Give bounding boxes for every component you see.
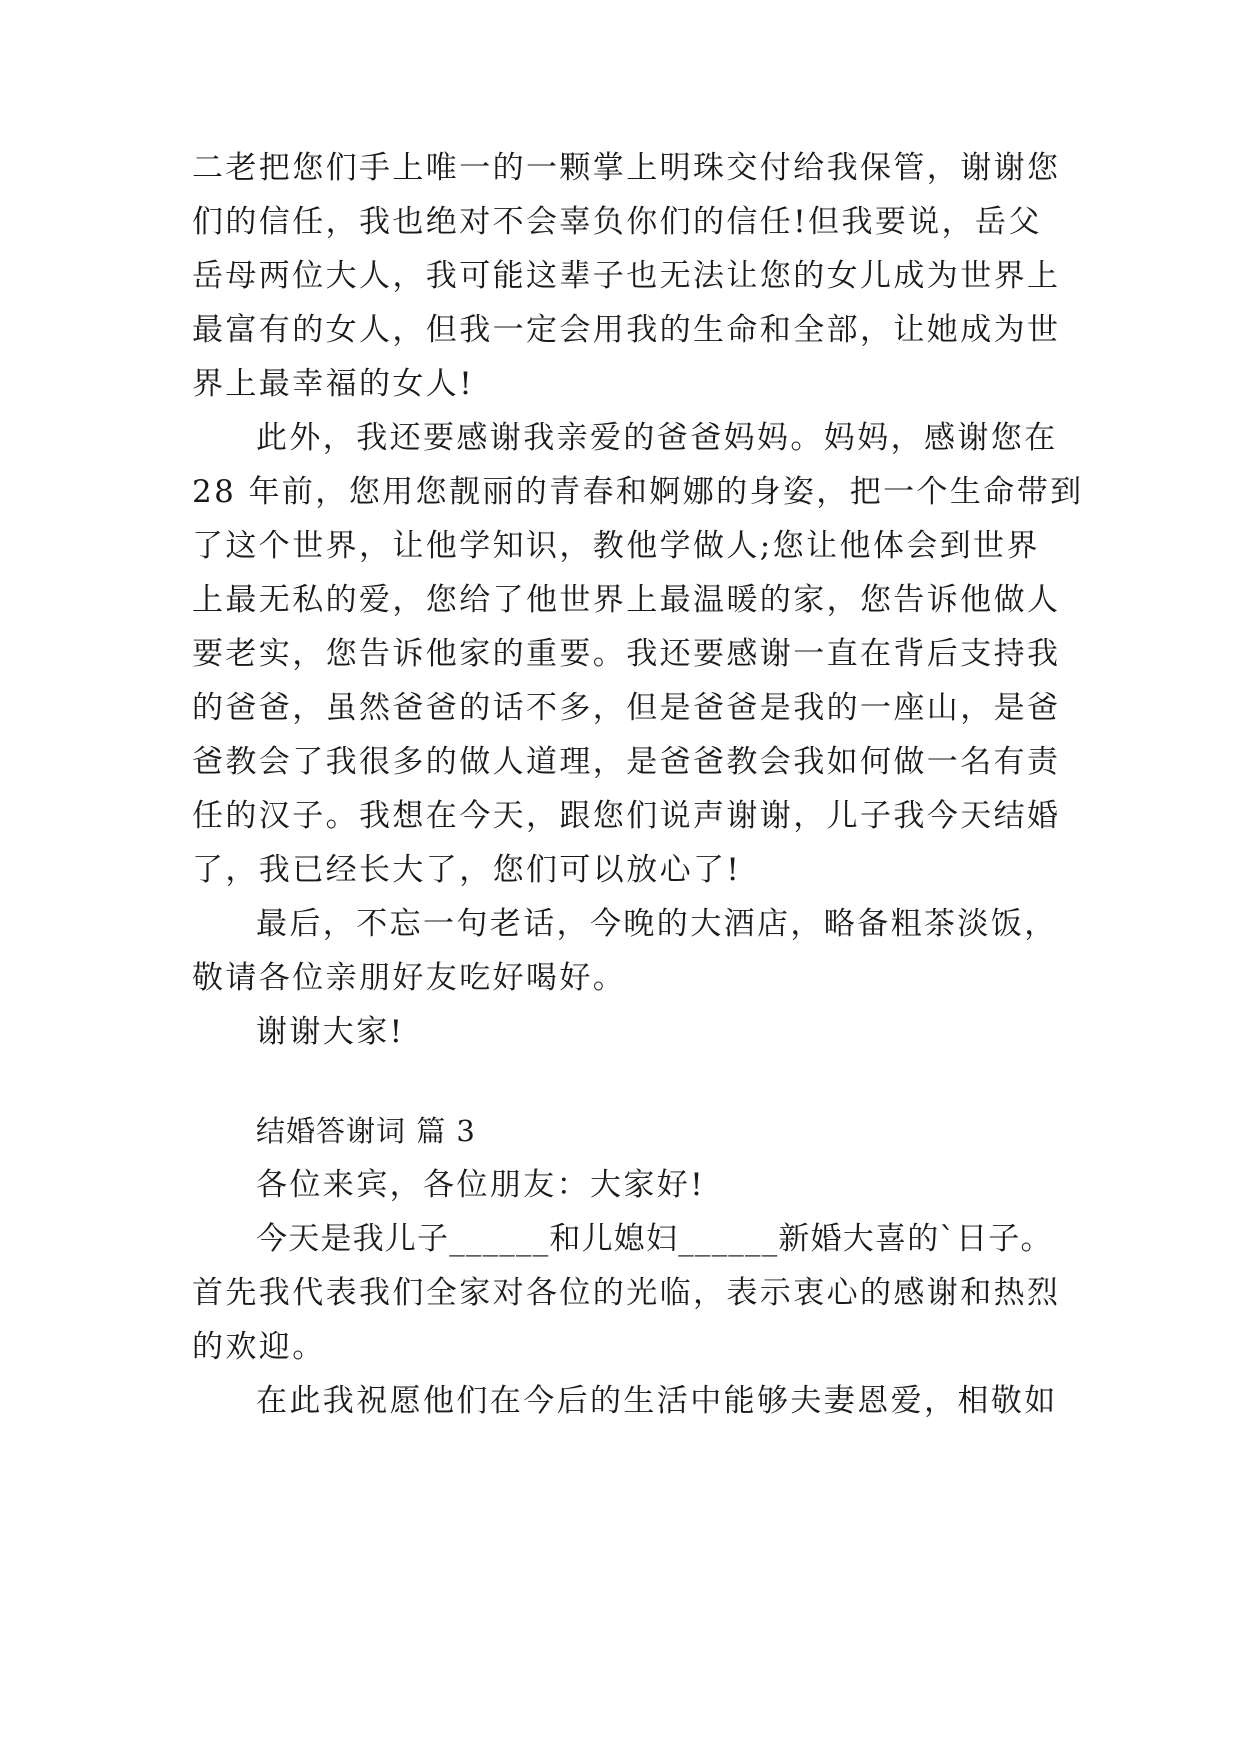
paragraph-line: 要老实，您告诉他家的重要。我还要感谢一直在背后支持我 xyxy=(192,636,1061,672)
paragraph-line: 最后，不忘一句老话，今晚的大酒店，略备粗茶淡饭， xyxy=(256,906,1058,942)
paragraph-line: 的爸爸，虽然爸爸的话不多，但是爸爸是我的一座山，是爸 xyxy=(192,690,1061,726)
paragraph-line: 了这个世界，让他学知识，教他学做人;您让他体会到世界 xyxy=(192,528,1040,564)
paragraph-line: 们的信任，我也绝对不会辜负你们的信任!但我要说，岳父 xyxy=(192,204,1042,240)
section-title: 结婚答谢词 篇 3 xyxy=(256,1114,476,1148)
paragraph-line: 的欢迎。 xyxy=(192,1329,326,1365)
paragraph-line: 最富有的女人，但我一定会用我的生命和全部，让她成为世 xyxy=(192,312,1061,348)
paragraph-line: 界上最幸福的女人! xyxy=(192,366,475,402)
paragraph-line: 首先我代表我们全家对各位的光临，表示衷心的感谢和热烈 xyxy=(192,1275,1061,1311)
paragraph-line: 各位来宾，各位朋友：大家好! xyxy=(256,1167,706,1203)
paragraph-line: 岳母两位大人，我可能这辈子也无法让您的女儿成为世界上 xyxy=(192,258,1061,294)
paragraph-line: 谢谢大家! xyxy=(256,1014,405,1050)
paragraph-line: 任的汉子。我想在今天，跟您们说声谢谢，儿子我今天结婚 xyxy=(192,798,1061,834)
paragraph-line: 今天是我儿子______和儿媳妇______新婚大喜的`日子。 xyxy=(256,1221,1053,1257)
paragraph-line: 敬请各位亲朋好友吃好喝好。 xyxy=(192,960,627,996)
paragraph-line: 此外，我还要感谢我亲爱的爸爸妈妈。妈妈，感谢您在 xyxy=(256,420,1058,456)
paragraph-line: 在此我祝愿他们在今后的生活中能够夫妻恩爱，相敬如 xyxy=(256,1383,1058,1419)
paragraph-line: 爸教会了我很多的做人道理，是爸爸教会我如何做一名有责 xyxy=(192,744,1061,780)
paragraph-line: 上最无私的爱，您给了他世界上最温暖的家，您告诉他做人 xyxy=(192,582,1061,618)
paragraph-line: 了，我已经长大了，您们可以放心了! xyxy=(192,852,742,888)
paragraph-line: 二老把您们手上唯一的一颗掌上明珠交付给我保管，谢谢您 xyxy=(192,150,1061,186)
paragraph-line: 28 年前，您用您靓丽的青春和婀娜的身姿，把一个生命带到 xyxy=(192,474,1084,510)
